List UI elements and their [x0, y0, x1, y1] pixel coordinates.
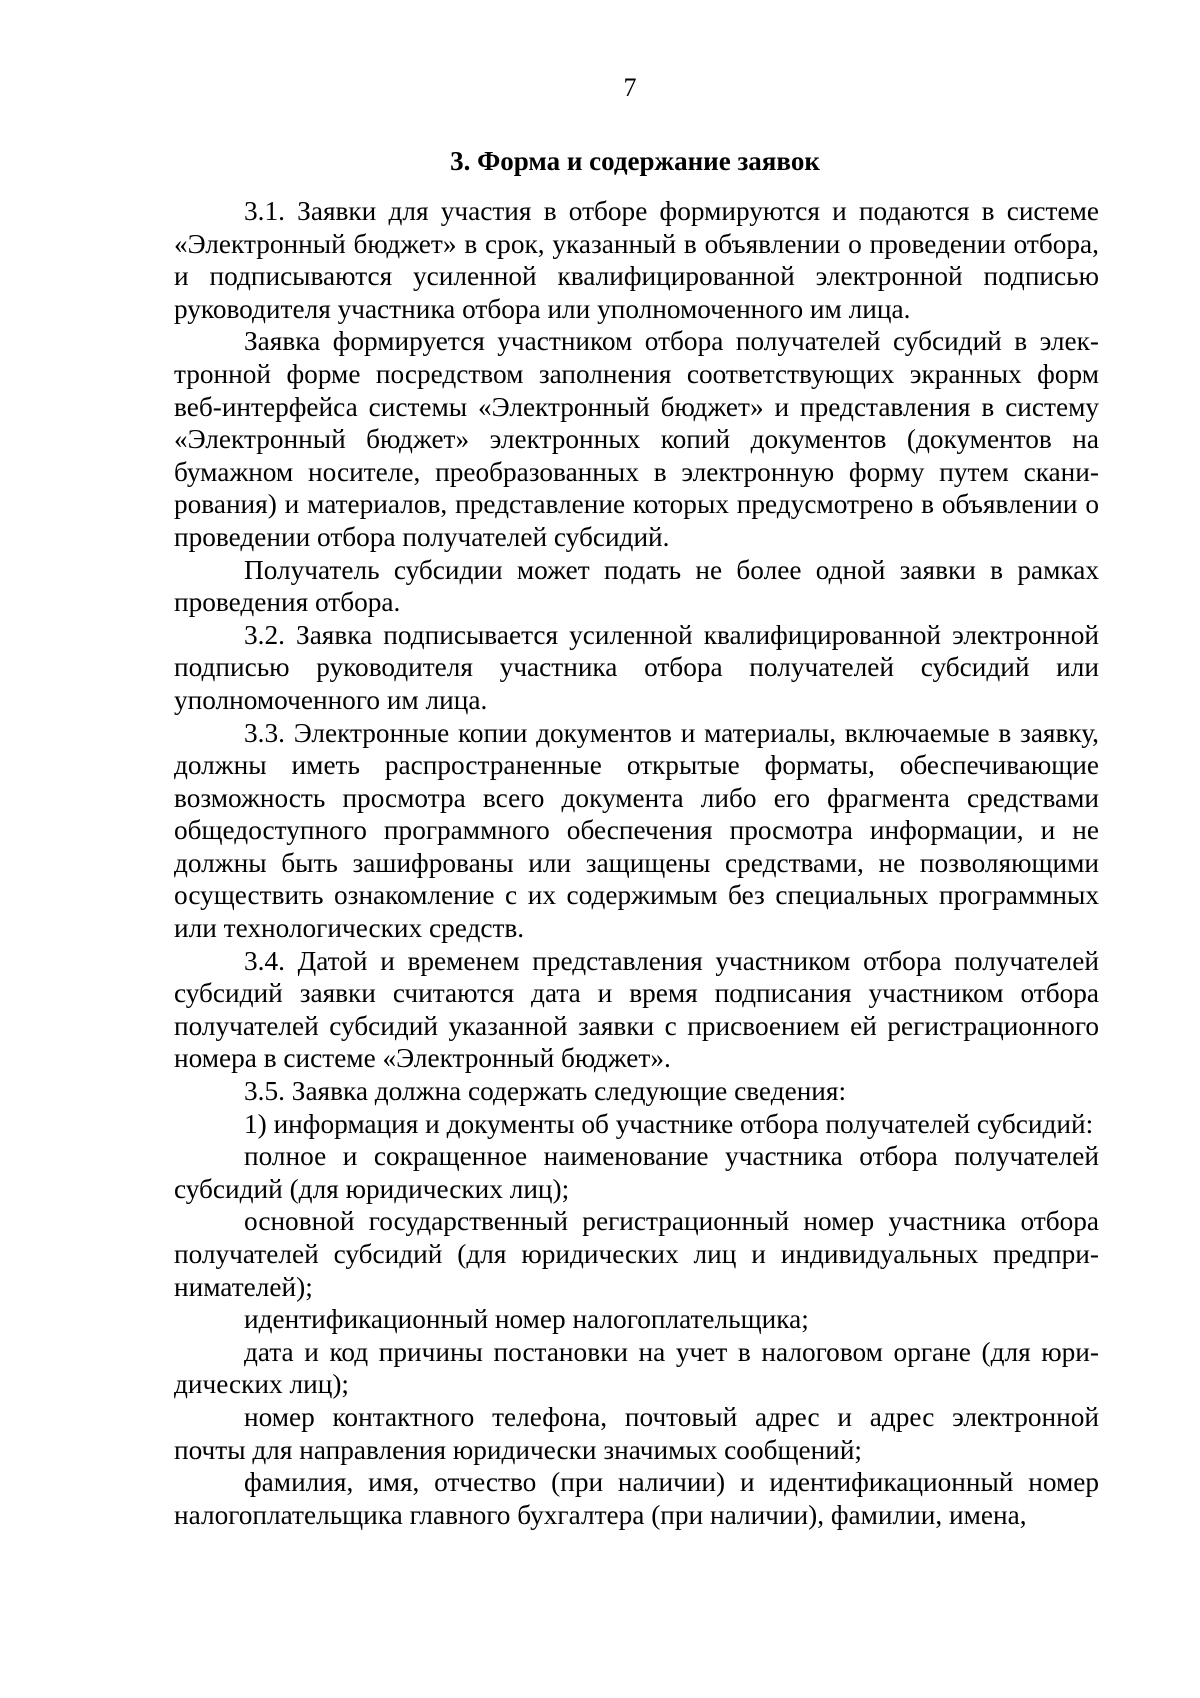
body-text — [174, 195, 1099, 1531]
paragraph-3-2: 3.2. Заявка подписывается усиленной квалифицированной электронной подписью руководителя участника отбора получателей субсидий или уполномоченного им лица. — [174, 619, 1099, 715]
list-item-contacts: номер контактного телефона, почтовый адрес и адрес электронной почты для направления юридически значимых сообщений; — [174, 1401, 1099, 1465]
list-item-taxpayer-id: идентификационный номер налогоплательщика; — [244, 1304, 809, 1335]
paragraph-3-4: 3.4. Датой и временем представления участником отбора получателей субсидий заявки считаются дата и время подписания участником отбора получателей субсидий указанной заявки с присвоением ей регистрационного номера в системе «Электронный бюджет». — [174, 945, 1099, 1074]
list-item-tax-registration: дата и код причины постановки на учет в налоговом органе (для юридических лиц); — [174, 1336, 1099, 1400]
paragraph-3-5: 3.5. Заявка должна содержать следующие сведения: — [244, 1076, 847, 1107]
list-item-full-name: полное и сокращенное наименование участника отбора получателей субсидий (для юридических лиц); — [174, 1141, 1099, 1204]
list-item-accountant: фамилия, имя, отчество (при наличии) и идентификационный номер налогоплательщика главного бухгалтера (при наличии), фамилии, имена, — [174, 1467, 1099, 1530]
section-title: 3. Форма и содержание заявок — [450, 146, 820, 176]
list-item-1: 1) информация и документы об участнике отбора получателей субсидий: — [244, 1108, 1094, 1139]
page-number: 7 — [623, 73, 637, 102]
paragraph-3-1: 3.1. Заявки для участия в отборе формируются и подаются в системе «Электронный бюджет» в срок, указанный в объявлении о проведении отбора, и подписываются усиленной квалифицированной электронной подписью руководителя участника отбора или уполномоченного им лица. — [174, 196, 1099, 324]
paragraph-3-3: 3.3. Электронные копии документов и материалы, включаемые в заявку, должны иметь распространенные открытые форматы, обеспечивающие возможность просмотра всего документа либо его фрагмента средствами общедоступного программного обеспечения просмотра информации, и не должны быть зашифрованы или защищены средствами, не позволяющими осуществить ознакомление с их содержимым без специальных программных или технологических средств. — [174, 717, 1099, 944]
list-item-registration-number: основной государственный регистрационный номер участника отбора получателей субсидий (для юридических лиц и индивидуальных предпринимателей); — [174, 1206, 1099, 1302]
paragraph-one-application-limit: Получатель субсидии может подать не более одной заявки в рамках проведения отбора. — [174, 554, 1099, 618]
paragraph-application-form: Заявка формируется участником отбора получателей субсидий в электронной форме посредством заполнения соответствующих экранных форм веб-интерфейса системы «Электронный бюджет» и представления в систему «Электронный бюджет» электронных копий документов (документов на бумажном носителе, преобразованных в электронную форму путем сканирования) и материалов, представление которых предусмотрено в объявлении о проведении отбора получателей субсидий. — [174, 326, 1099, 552]
